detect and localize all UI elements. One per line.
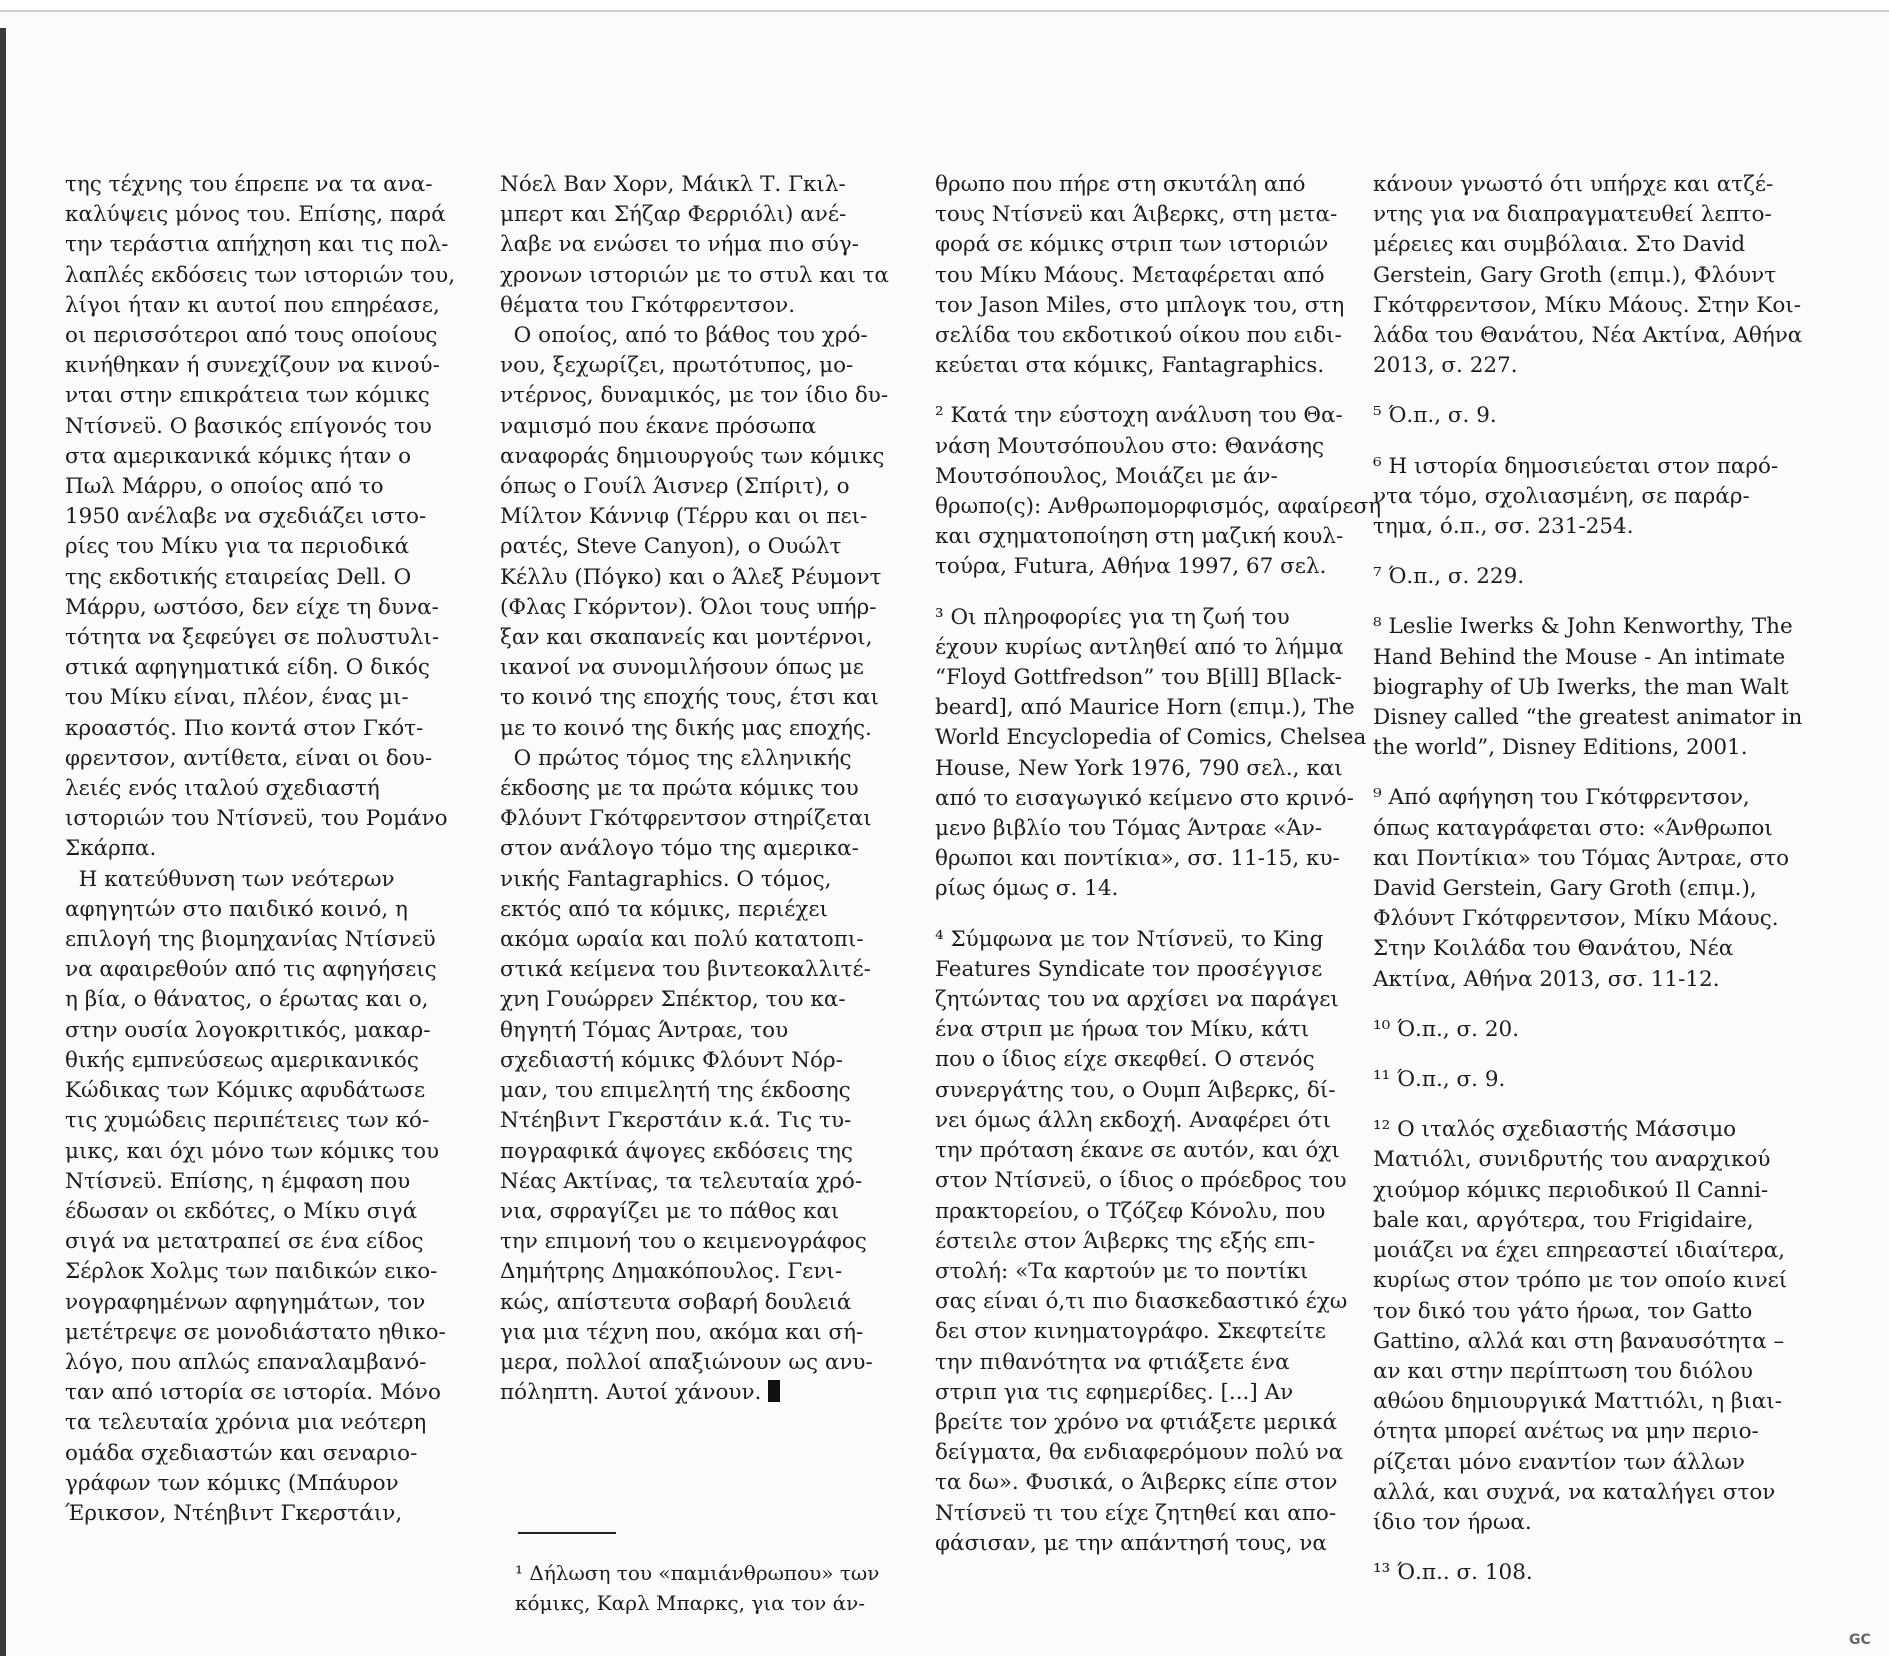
footnote-line: Στην Κοιλάδα του Θανάτου, Νέα [1373,936,1734,962]
body-text-line: Η κατεύθυνση των νεότερων [65,866,395,892]
body-text-line: λίγοι ήταν κι αυτοί που επηρέασε, [65,292,440,318]
footnote-line: Ακτίνα, Αθήνα 2013, σσ. 11-12. [1373,966,1720,992]
body-text-line: πογραφικά άψογες εκδόσεις της [500,1138,853,1164]
footnote-line: λάδα του Θανάτου, Νέα Ακτίνα, Αθήνα [1373,323,1803,349]
footnote-line: θρωπο που πήρε στη σκυτάλη από [935,172,1306,197]
body-text-line: νικής Fantagraphics. Ο τόμος, [500,866,832,892]
footnote-line: ίδιο τον ήρωα. [1373,1509,1532,1535]
body-text-line: μετέτρεψε σε μονοδιάστατο ηθικο- [65,1319,446,1345]
body-text-line: Νέας Ακτίνας, τα τελευταία χρό- [500,1168,863,1194]
footnote-line: σας είναι ό,τι πιο διασκεδαστικό έχω [935,1289,1348,1315]
footnote-line: αθώου δημιουργικά Ματτιόλι, η βιαι- [1373,1389,1783,1415]
footnote-line: Gattino, αλλά και στη βαναυσότητα – [1373,1328,1785,1354]
body-text-line: Ντίσνεϋ. Επίσης, η έμφαση που [65,1168,411,1194]
body-text-line: έδωσαν οι εκδότες, ο Μίκυ σιγά [65,1198,418,1224]
body-text-line: τότητα να ξεφεύγει σε πολυστυλι- [65,625,440,651]
body-text-line: ικανοί να συνομιλήσουν όπως με [500,655,864,681]
footnote-line: κάνουν γνωστό ότι υπήρχε και ατζέ- [1373,172,1774,197]
body-text-line: ιστοριών του Ντίσνεϋ, του Ρομάνο [65,806,448,832]
footnote-line: θρωποι και ποντίκια», σσ. 11-15, κυ- [935,846,1340,872]
footnote-line: Ντίσνεϋ τι του είχε ζητηθεί και απο- [935,1500,1337,1526]
body-text-line: του Μίκυ είναι, πλέον, ένας μι- [65,685,409,711]
body-text-line: Φλόυντ Γκότφρεντσον στηρίζεται [500,806,872,832]
footnote-column-3 [935,170,1381,1559]
body-text-line: τις χυμώδεις περιπέτειες των κό- [65,1108,430,1134]
body-text-line: κροαστός. Πιο κοντά στον Γκότ- [65,715,424,741]
body-text-line: θέματα του Γκότφρεντσον. [500,292,796,318]
body-text-line: Ντέηβιντ Γκερστάιν κ.ά. Τις τυ- [500,1108,852,1134]
scan-left-edge [0,28,6,1656]
footnote-line: και σχηματοποίηση στη μαζική κουλ- [935,524,1344,550]
footnote-line: beard], από Maurice Horn (επιμ.), The [935,695,1355,721]
footnote-line: έστειλε στον Άιβερκς της εξής επι- [935,1228,1316,1254]
body-text-line: μικς, και όχι μόνο των κόμικς του [65,1138,440,1164]
footnote-line: Gerstein, Gary Groth (επιμ.), Φλόυντ [1373,262,1777,288]
footnote-line: Φλόυντ Γκότφρεντσον, Μίκυ Μάους. [1373,906,1779,932]
footnote-line: Features Syndicate τον προσέγγισε [935,956,1323,982]
body-text-line: χνη Γουώρρεν Σπέκτορ, του κα- [500,987,846,1013]
footnote-line: David Gerstein, Gary Groth (επιμ.), [1373,876,1757,902]
footnote-line: Disney called “the greatest animator in [1373,705,1803,731]
footnote-line: ότητα μπορεί ανέτως να μην περιο- [1373,1419,1759,1445]
body-column-2 [500,170,889,1408]
body-text-line: με το κοινό της δικής μας εποχής. [500,715,872,741]
footnote-line: σελίδα του εκδοτικού οίκου που ειδι- [935,323,1342,349]
body-text-line: σιγά να μετατραπεί σε ένα είδος [65,1229,424,1255]
footnote-line: ¹¹ Ό.π., σ. 9. [1373,1067,1506,1093]
body-column-1 [65,170,455,1529]
footnote-line: κεύεται στα κόμικς, Fantagraphics. [935,353,1325,379]
footnote-line: ¹⁰ Ό.π., σ. 20. [1373,1016,1520,1042]
body-text-line: της τέχνης του έπρεπε να τα ανα- [65,172,433,197]
footnote-line: κυρίως στον τρόπο με τον οποίο κινεί [1373,1268,1788,1294]
body-text-line: ρίες του Μίκυ για τα περιοδικά [65,534,410,560]
footnote-line: biography of Ub Iwerks, the man Walt [1373,674,1789,700]
body-text-line: σχεδιαστή κόμικς Φλόυντ Νόρ- [500,1047,843,1073]
footnote-line: Ματιόλι, συνιδρυτής του αναρχικού [1373,1147,1771,1173]
body-text-line: η βία, ο θάνατος, ο έρωτας και ο, [65,987,429,1013]
body-text-line: στον ανάλογο τόμο της αμερικα- [500,836,859,862]
body-text-line: ναμισμό που έκανε πρόσωπα [500,413,817,439]
footnote-line: την πρόταση έκανε σε αυτόν, και όχι [935,1138,1340,1164]
footnote-line: Μουτσόπουλος, Μοιάζει με άν- [935,463,1278,489]
footnote-line: πρακτορείου, ο Τζόζεφ Κόνολυ, που [935,1198,1326,1224]
footnote-line: αν και στην περίπτωση του διόλου [1373,1358,1753,1384]
body-text-line: Πωλ Μάρρυ, ο οποίος από το [65,474,384,500]
body-text-line: πόληπτη. Αυτοί χάνουν. [500,1378,889,1408]
footnote-line: τημα, ό.π., σσ. 231-254. [1373,514,1634,540]
body-text-line: το κοινό της εποχής τους, έτσι και [500,685,879,711]
footnote-line: τον Jason Miles, στο μπλογκ του, στη [935,292,1345,318]
body-text-line: Ντίσνεϋ. Ο βασικός επίγονός του [65,413,432,439]
body-text-line: γράφων των κόμικς (Μπάυρον [65,1470,399,1496]
footnote-column-4 [1373,170,1802,1588]
body-text-line: Μίλτον Κάννιφ (Τέρρυ και οι πει- [500,504,868,530]
body-text-line: στικά αφηγηματικά είδη. Ο δικός [65,655,430,681]
body-text-line: έκδοσης με τα πρώτα κόμικς του [500,776,859,802]
footnote-line: 2013, σ. 227. [1373,353,1518,379]
body-text-line: Ο οποίος, από το βάθος του χρό- [500,323,868,349]
footnote-line: κόμικς, Καρλ Μπαρκς, για τον άν- [515,1591,866,1615]
body-text-line: Έρικσον, Ντέηβιντ Γκερστάιν, [65,1500,403,1526]
end-of-article-mark [768,1380,780,1402]
footnote-line: την πιθανότητα να φτιάξετε ένα [935,1349,1290,1375]
footnote-line: που ο ίδιος είχε σκεφθεί. Ο στενός [935,1047,1315,1073]
body-text-line: (Φλας Γκόρντον). Όλοι τους υπήρ- [500,594,877,620]
footnote-line: ³ Οι πληροφορίες για τη ζωή του [935,604,1290,630]
body-text-line: νογραφημένων αφηγημάτων, τον [65,1289,426,1315]
body-text-line: Σκάρπα. [65,836,157,862]
footnote-line: ⁸ Leslie Iwerks & John Kenworthy, The [1373,614,1793,640]
footnote-line: bale και, αργότερα, του Frigidaire, [1373,1207,1754,1233]
body-text-line: στην ουσία λογοκριτικός, μακαρ- [65,1017,431,1043]
body-text-line: ομάδα σχεδιαστών και σεναριο- [65,1440,418,1466]
body-text-line: οι περισσότεροι από τους οποίους [65,323,438,349]
footnote-line: στολή: «Τα καρτούν με το ποντίκι [935,1258,1309,1284]
body-text-line: κώς, απίστευτα σοβαρή δουλειά [500,1289,852,1315]
body-text-line: της εκδοτικής εταιρείας Dell. Ο [65,564,412,590]
body-text-line: τα τελευταία χρόνια μια νεότερη [65,1410,427,1436]
footnote-line: και Ποντίκια» του Τόμας Άντραε, στο [1373,845,1790,871]
footnote-line: Γκότφρεντσον, Μίκυ Μάους. Στην Κοι- [1373,292,1801,318]
footnote-line: ρίως όμως σ. 14. [935,876,1119,902]
footnote-line: τα δω». Φυσικά, ο Άιβερκς είπε στον [935,1470,1338,1496]
body-text-line: 1950 ανέλαβε να σχεδιάζει ιστο- [65,504,427,530]
footnote-line: νει όμως άλλη εκδοχή. Αναφέρει ότι [935,1107,1331,1133]
body-text-line: ταν από ιστορία σε ιστορία. Μόνο [65,1380,441,1406]
footnote-line: όπως καταγράφεται στο: «Άνθρωποι [1373,815,1773,841]
footnote-line: ⁴ Σύμφωνα με τον Ντίσνεϋ, το King [935,926,1324,952]
footnote-line: ¹ Δήλωση του «παμιάνθρωπου» των [515,1561,880,1585]
footnote-line: θρωπο(ς): Ανθρωπομορφισμός, αφαίρεση [935,494,1382,520]
body-text-line: θικής εμπνεύσεως αμερικανικός [65,1047,419,1073]
footnote-line: ζητώντας του να αρχίσει να παράγει [935,987,1339,1013]
footnote-line: μοιάζει να έχει επηρεαστεί ιδιαίτερα, [1373,1238,1786,1264]
footnote-line: “Floyd Gottfredson” του B[ill] B[lack- [935,665,1342,691]
body-text-line: ρατές, Steve Canyon), ο Ουώλτ [500,534,842,560]
body-text-line: νται στην επικράτεια των κόμικς [65,383,430,409]
body-text-line: να αφαιρεθούν από τις αφηγήσεις [65,957,437,983]
body-text-line: θηγητή Τόμας Άντραε, του [500,1017,789,1043]
footnote-line: House, New York 1976, 790 σελ., και [935,755,1343,781]
body-text-line: κινήθηκαν ή συνεχίζουν να κινού- [65,353,440,379]
scan-top-edge [0,0,1889,12]
body-text-line: χρονων ιστοριών με το στυλ και τα [500,262,889,288]
body-text-line: νια, σφραγίζει με το πάθος και [500,1198,840,1224]
body-text-line: Δημήτρης Δημακόπουλος. Γενι- [500,1259,843,1285]
body-text-line: ακόμα ωραία και πολύ κατατοπι- [500,927,864,953]
body-text-line: όπως ο Γουίλ Άισνερ (Σπίριτ), ο [500,474,850,500]
footnote-line: Hand Behind the Mouse - An intimate [1373,644,1786,670]
body-text-line: αφηγητών στο παιδικό κοινό, η [65,896,408,922]
footnote-line: ⁵ Ό.π., σ. 9. [1373,403,1497,429]
body-text-line: στα αμερικανικά κόμικς ήταν ο [65,443,412,469]
footnote-line: ¹² Ο ιταλός σχεδιαστής Μάσσιμο [1373,1117,1737,1143]
footnote-line: του Μίκυ Μάους. Μεταφέρεται από [935,262,1325,288]
footnote-line: μενο βιβλίο του Τόμας Άντραε «Άν- [935,816,1323,842]
body-text-line: επιλογή της βιομηχανίας Ντίσνεϋ [65,927,436,953]
footnote-line: World Encyclopedia of Comics, Chelsea [935,725,1367,751]
body-text-line: Σέρλοκ Χολμς των παιδικών εικο- [65,1259,438,1285]
body-text-line: Μάρρυ, ωστόσο, δεν είχε τη δυνα- [65,594,439,620]
body-text-line: λόγο, που απλώς επαναλαμβανό- [65,1349,427,1375]
body-text-line: καλύψεις μόνος του. Επίσης, παρά [65,202,446,228]
body-text-line: στικά κείμενα του βιντεοκαλλιτέ- [500,957,871,983]
footnote-line: ένα στριπ με ήρωα τον Μίκυ, κάτι [935,1017,1310,1043]
footnote-line: τον δικό του γάτο ήρωα, τον Gatto [1373,1298,1753,1324]
body-text-line: μαν, του επιμελητή της έκδοσης [500,1078,851,1104]
body-text-line: μπερτ και Σήζαρ Φερριόλι) ανέ- [500,202,847,228]
footnote-line: ² Κατά την εύστοχη ανάλυση του Θα- [935,403,1343,429]
footnote-line: the world”, Disney Editions, 2001. [1373,735,1748,761]
footnote-line: χιούμορ κόμικς περιοδικού Il Canni- [1373,1177,1769,1203]
footnote-line: μέρειες και συμβόλαια. Στο David [1373,232,1746,258]
footnote-line: ντης για να διαπραγματευθεί λεπτο- [1373,202,1772,228]
body-text-line: για μια τέχνη που, ακόμα και σή- [500,1319,864,1345]
footnote-line: στον Ντίσνεϋ, ο ίδιος ο πρόεδρος του [935,1168,1347,1194]
body-text-line: Κώδικας των Κόμικς αφυδάτωσε [65,1078,426,1104]
body-text-line: ξαν και σκαπανείς και μοντέρνοι, [500,625,873,651]
footnote-line: ⁶ Η ιστορία δημοσιεύεται στον παρό- [1373,453,1779,479]
footnote-line: αλλά, και συχνά, να καταλήγει στον [1373,1479,1776,1505]
footnote-line: συνεργάτης του, ο Ουμπ Άιβερκς, δί- [935,1077,1336,1103]
footnote-line: ¹³ Ό.π.. σ. 108. [1373,1560,1533,1586]
footnote-line: τους Ντίσνεϋ και Άιβερκς, στη μετα- [935,202,1338,228]
body-text-line: μερα, πολλοί απαξιώνουν ως ανυ- [500,1349,873,1375]
footnote-line: δει στον κινηματογράφο. Σκεφτείτε [935,1319,1326,1345]
footnote-line: στριπ για τις εφημερίδες. [...] Αν [935,1379,1294,1405]
body-text-line: νου, ξεχωρίζει, πρωτότυπος, μο- [500,353,854,379]
footnote-line: φορά σε κόμικς στριπ των ιστοριών [935,232,1329,258]
body-text-line: Κέλλυ (Πόγκο) και ο Άλεξ Ρέυμοντ [500,564,882,590]
footnote-line: νάση Μουτσόπουλου στο: Θανάσης [935,433,1325,459]
body-text-line: λαβε να ενώσει το νήμα πιο σύγ- [500,232,859,258]
body-text-line: ντέρνος, δυναμικός, με τον ίδιο δυ- [500,383,889,409]
body-text-line: αναφοράς δημιουργούς των κόμικς [500,443,885,469]
footnote-line: βρείτε τον χρόνο να φτιάξετε μερικά [935,1409,1338,1435]
body-text-line: Ο πρώτος τόμος της ελληνικής [500,745,852,771]
footnote-line: ρίζεται μόνο εναντίον των άλλων [1373,1449,1745,1475]
footnote-separator [518,1532,616,1534]
footnote-line: ⁹ Από αφήγηση του Γκότφρεντσον, [1373,785,1750,811]
body-text-line: λειές ενός ιταλού σχεδιαστή [65,776,380,802]
body-text-line: Νόελ Βαν Χορν, Μάικλ Τ. Γκιλ- [500,172,846,197]
body-text-line: φρεντσον, αντίθετα, είναι οι δου- [65,745,433,771]
footnote-line: δείγματα, θα ενδιαφερόμουν πολύ να [935,1440,1344,1466]
footnote-line: έχουν κυρίως αντληθεί από το λήμμα [935,634,1344,660]
body-text-line: λαπλές εκδόσεις των ιστοριών του, [65,262,456,288]
footnote-1 [515,1558,879,1618]
body-text-line: εκτός από τα κόμικς, περιέχει [500,896,828,922]
footnote-line: ντα τόμο, σχολιασμένη, σε παράρ- [1373,483,1750,509]
scanner-stamp: GC [1849,1632,1871,1648]
footnote-line: τούρα, Futura, Αθήνα 1997, 67 σελ. [935,554,1327,580]
body-text-line: την επιμονή του ο κειμενογράφος [500,1229,867,1255]
body-text-line: την τεράστια απήχηση και τις πολ- [65,232,449,258]
footnote-line: ⁷ Ό.π., σ. 229. [1373,564,1525,590]
footnote-line: φάσισαν, με την απάντησή τους, να [935,1530,1327,1556]
footnote-line: από το εισαγωγικό κείμενο στο κρινό- [935,785,1354,811]
